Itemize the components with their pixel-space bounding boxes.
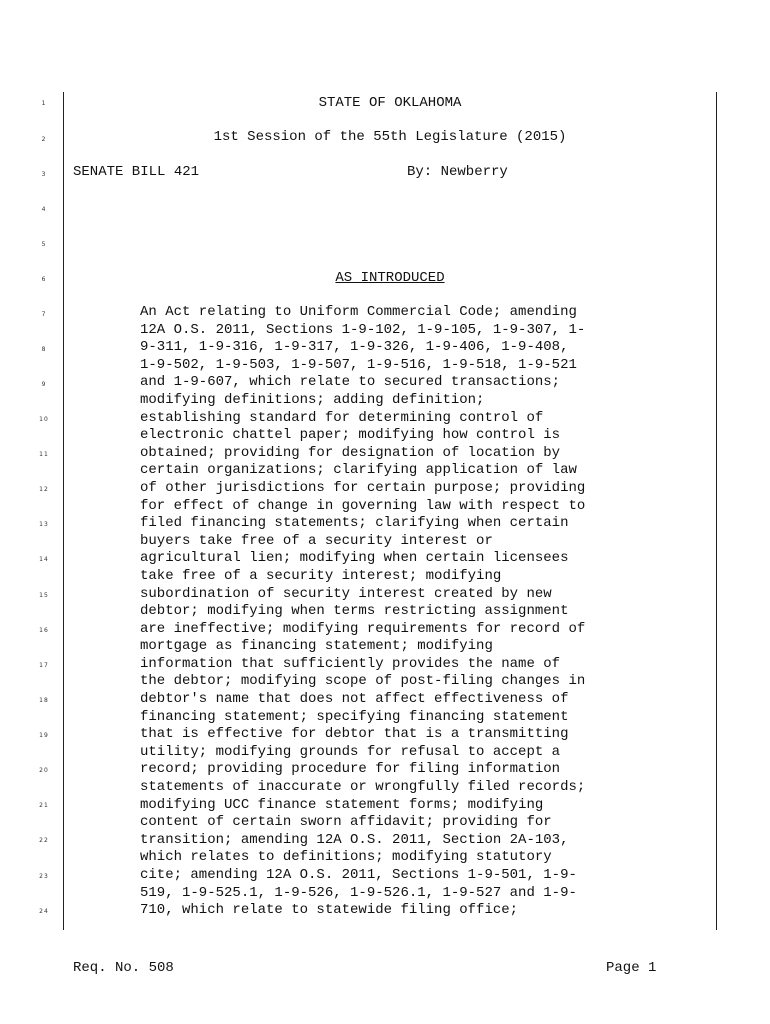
act-text-line: 710, which relate to statewide filing office;	[140, 902, 519, 919]
line-number: 2	[41, 136, 47, 143]
act-text-line: and 1-9-607, which relate to secured transactions;	[140, 374, 561, 391]
act-text-line: information that sufficiently provides the name of	[140, 655, 561, 672]
line-number: 3	[41, 171, 47, 178]
line-number: 15	[39, 592, 49, 599]
act-text-line: modifying UCC finance statement forms; modifying	[140, 796, 544, 813]
line-number: 6	[41, 276, 47, 283]
act-text-line: are ineffective; modifying requirements for record of	[140, 620, 586, 637]
introduced-status: AS INTRODUCED	[335, 270, 445, 286]
bill-number: SENATE BILL 421	[73, 164, 200, 180]
line-number: 9	[41, 381, 47, 388]
act-text-line: which relates to definitions; modifying statutory	[140, 849, 552, 866]
line-number: 21	[39, 802, 49, 809]
line-number: 8	[41, 346, 47, 353]
line-number: 4	[41, 206, 47, 213]
act-description	[140, 304, 640, 920]
right-margin-rule	[716, 92, 717, 930]
act-text-line: utility; modifying grounds for refusal to accept a	[140, 743, 561, 760]
line-number: 24	[39, 908, 49, 915]
act-text-line: the debtor; modifying scope of post-filing changes in	[140, 673, 586, 690]
page-number: Page 1	[606, 960, 657, 976]
line-number: 5	[41, 241, 47, 248]
act-text-line: record; providing procedure for filing information	[140, 761, 561, 778]
act-text-line: take free of a security interest; modifying	[140, 567, 502, 584]
act-text-line: cite; amending 12A O.S. 2011, Sections 1-9-501, 1-9-	[140, 867, 577, 883]
act-text-line: debtor's name that does not affect effectiveness of	[140, 691, 569, 708]
line-number: 20	[39, 767, 49, 774]
line-number: 12	[39, 486, 49, 493]
session-heading: 1st Session of the 55th Legislature (2015)	[213, 129, 567, 145]
left-margin-rule	[63, 92, 64, 930]
act-text-line: 12A O.S. 2011, Sections 1-9-102, 1-9-105, 1-9-307, 1-	[140, 321, 586, 338]
act-text-line: establishing standard for determining control of	[140, 409, 544, 426]
bill-author: By: Newberry	[407, 164, 508, 180]
act-text-line: 9-311, 1-9-316, 1-9-317, 1-9-326, 1-9-406, 1-9-408,	[140, 339, 569, 356]
line-number: 23	[39, 873, 49, 880]
act-text-line: content of certain sworn affidavit; providing for	[140, 814, 552, 831]
act-text-line: obtained; providing for designation of location by	[140, 444, 561, 461]
line-number: 19	[39, 732, 49, 739]
act-text-line: 1-9-502, 1-9-503, 1-9-507, 1-9-516, 1-9-518, 1-9-521	[140, 356, 577, 373]
act-text-line: for effect of change in governing law with respect to	[140, 497, 586, 514]
act-text-line: mortgage as financing statement; modifying	[140, 638, 493, 655]
act-text-line: agricultural lien; modifying when certain licensees	[140, 550, 569, 567]
line-number: 16	[39, 627, 49, 634]
act-text-line: buyers take free of a security interest or	[140, 532, 493, 549]
line-number: 1	[41, 100, 47, 107]
line-number: 7	[41, 311, 47, 318]
act-text-line: filed financing statements; clarifying when certain	[140, 515, 569, 532]
act-text-line: financing statement; specifying financing statement	[140, 708, 569, 725]
act-text-line: modifying definitions; adding definition;	[140, 391, 485, 408]
line-number: 22	[39, 837, 49, 844]
act-text-line: electronic chattel paper; modifying how control is	[140, 427, 561, 444]
act-text-line: certain organizations; clarifying application of law	[140, 462, 577, 479]
line-number: 18	[39, 697, 49, 704]
request-number: Req. No. 508	[73, 960, 174, 976]
line-number: 10	[39, 416, 49, 423]
act-text-line: An Act relating to Uniform Commercial Code; amending	[140, 304, 577, 320]
act-text-line: subordination of security interest created by new	[140, 585, 552, 602]
line-number: 17	[39, 662, 49, 669]
act-text-line: transition; amending 12A O.S. 2011, Section 2A-103,	[140, 831, 569, 848]
act-text-line: that is effective for debtor that is a transmitting	[140, 726, 569, 743]
act-text-line: statements of inaccurate or wrongfully filed records;	[140, 779, 586, 796]
act-text-line: of other jurisdictions for certain purpose; providing	[140, 479, 586, 496]
act-text-line: debtor; modifying when terms restricting assignment	[140, 603, 569, 620]
state-heading: STATE OF OKLAHOMA	[318, 95, 462, 111]
line-number: 14	[39, 556, 49, 563]
line-number: 13	[39, 521, 49, 528]
line-number: 11	[39, 451, 49, 458]
act-text-line: 519, 1-9-525.1, 1-9-526, 1-9-526.1, 1-9-527 and 1-9-	[140, 884, 577, 901]
